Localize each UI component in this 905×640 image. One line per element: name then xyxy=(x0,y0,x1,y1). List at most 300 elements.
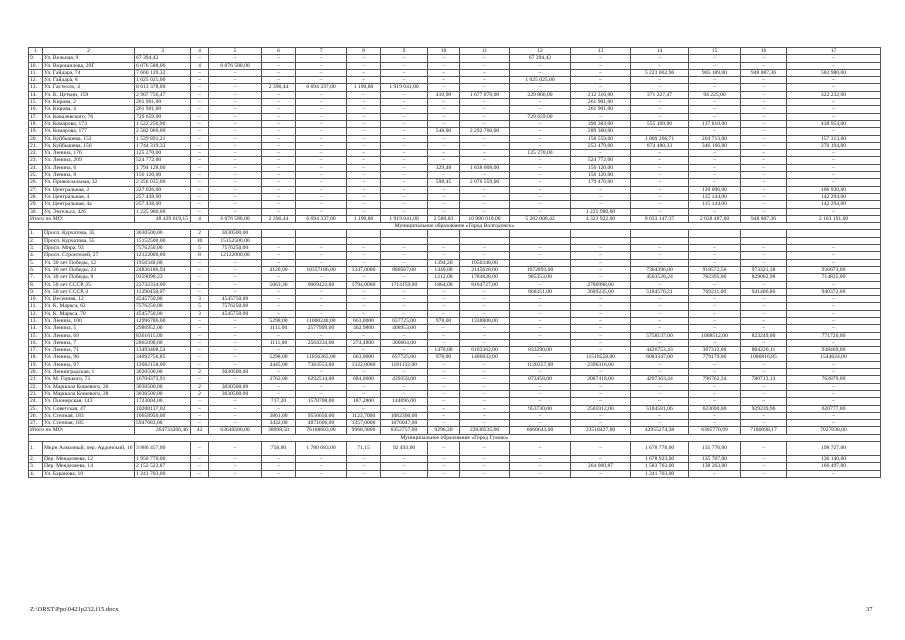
value-cell: 7576250,00 xyxy=(209,245,262,252)
value-cell: 782395,00 xyxy=(689,274,741,281)
row-number-cell: 29. xyxy=(29,201,43,208)
value-cell: 2865098,00 xyxy=(135,339,191,346)
value-cell: 198 727,00 xyxy=(787,442,881,456)
value-cell: – xyxy=(428,157,460,164)
address-cell: Ул. К. Цеткин, 159 xyxy=(43,91,135,98)
value-cell: 264 000,87 xyxy=(571,463,631,470)
value-cell: – xyxy=(347,390,381,397)
value-cell: – xyxy=(296,208,347,215)
value-cell: – xyxy=(571,442,631,456)
value-cell: – xyxy=(571,55,631,62)
value-cell: – xyxy=(460,288,510,295)
value-cell: – xyxy=(631,303,689,310)
value-cell: – xyxy=(296,113,347,120)
value-cell: 905 189,00 xyxy=(689,69,741,76)
value-cell: – xyxy=(209,398,262,405)
value-cell: – xyxy=(571,245,631,252)
value-cell: – xyxy=(460,208,510,215)
value-cell: – xyxy=(741,62,787,69)
value-cell: – xyxy=(510,420,571,427)
table-row xyxy=(29,193,881,200)
value-cell: – xyxy=(689,281,741,288)
value-cell: – xyxy=(296,77,347,84)
value-cell: – xyxy=(460,470,510,477)
value-cell: – xyxy=(428,405,460,412)
row-number-cell: 11. xyxy=(29,69,43,76)
total-value-cell: 2 163 191,00 xyxy=(787,215,881,222)
value-cell: – xyxy=(347,186,381,193)
value-cell: 663,0000 xyxy=(347,354,381,361)
value-cell: – xyxy=(209,150,262,157)
total-value-cell: 1 919 041,00 xyxy=(381,215,428,222)
value-cell: – xyxy=(571,201,631,208)
value-cell: 1072893,00 xyxy=(510,266,571,273)
value-cell: – xyxy=(191,91,209,98)
value-cell: – xyxy=(209,120,262,127)
value-cell: – xyxy=(191,77,209,84)
section-title: Муниципальное образование «Город Волгодонск» xyxy=(29,223,881,230)
column-number-cell: 14 xyxy=(631,48,689,55)
value-cell: – xyxy=(510,390,571,397)
value-cell: 5947683,00 xyxy=(135,420,191,427)
value-cell: 5 xyxy=(191,303,209,310)
header-row xyxy=(29,48,881,55)
table-row xyxy=(29,347,881,354)
value-cell: – xyxy=(209,259,262,266)
value-cell: 2786988,00 xyxy=(571,281,631,288)
value-cell: – xyxy=(381,77,428,84)
value-cell: – xyxy=(631,113,689,120)
value-cell xyxy=(460,237,510,244)
value-cell: – xyxy=(262,150,296,157)
value-cell: – xyxy=(262,120,296,127)
value-cell: – xyxy=(347,193,381,200)
value-cell: – xyxy=(460,77,510,84)
value-cell: 1950348,00 xyxy=(460,259,510,266)
value-cell: – xyxy=(428,442,460,456)
table-row xyxy=(29,99,881,106)
value-cell: – xyxy=(787,383,881,390)
value-cell: – xyxy=(689,113,741,120)
value-cell: 142 294,00 xyxy=(787,201,881,208)
value-cell: – xyxy=(209,281,262,288)
table-row xyxy=(29,325,881,332)
value-cell: – xyxy=(381,369,428,376)
value-cell: 941406,86 xyxy=(741,288,787,295)
value-cell xyxy=(787,230,881,237)
address-cell: Ул. Ленина, 8 xyxy=(43,172,135,179)
value-cell: – xyxy=(209,201,262,208)
total-value-cell: 4 323 922,00 xyxy=(571,215,631,222)
value-cell: – xyxy=(296,463,347,470)
total-value-cell: 1 190,80 xyxy=(347,215,381,222)
value-cell xyxy=(571,237,631,244)
value-cell: – xyxy=(209,113,262,120)
value-cell: – xyxy=(296,296,347,303)
value-cell: – xyxy=(381,332,428,339)
value-cell: 1794,0000 xyxy=(347,281,381,288)
value-cell: – xyxy=(571,390,631,397)
value-cell: 1 950 770,00 xyxy=(135,456,191,463)
row-number-cell: 25. xyxy=(29,405,43,412)
table-row xyxy=(29,274,881,281)
table-row xyxy=(29,157,881,164)
value-cell: – xyxy=(689,245,741,252)
address-cell: Ул. Степная, 185 xyxy=(43,420,135,427)
value-cell: – xyxy=(191,172,209,179)
value-cell: – xyxy=(460,245,510,252)
value-cell: 1322,0000 xyxy=(347,361,381,368)
value-cell: 1 241 703,00 xyxy=(135,470,191,477)
value-cell: – xyxy=(347,252,381,259)
value-cell: 1864,00 xyxy=(428,281,460,288)
value-cell: – xyxy=(262,463,296,470)
row-number-cell: 14. xyxy=(29,325,43,332)
value-cell: 8361615,00 xyxy=(135,332,191,339)
value-cell xyxy=(347,237,381,244)
value-cell: – xyxy=(262,91,296,98)
value-cell: 9359098,23 xyxy=(135,274,191,281)
value-cell: 34092756,85 xyxy=(135,354,191,361)
value-cell: – xyxy=(347,332,381,339)
row-number-cell: 22. xyxy=(29,383,43,390)
value-cell: 2 xyxy=(191,369,209,376)
value-cell: 684,0000 xyxy=(347,376,381,383)
address-cell: Ул. Весенняя, 12 xyxy=(43,296,135,303)
value-cell: – xyxy=(741,142,787,149)
value-cell: 2396316,00 xyxy=(571,361,631,368)
value-cell: – xyxy=(191,470,209,477)
value-cell: 227 026,00 xyxy=(135,186,191,193)
value-cell: – xyxy=(262,332,296,339)
value-cell: – xyxy=(741,150,787,157)
value-cell: – xyxy=(347,296,381,303)
value-cell: – xyxy=(381,186,428,193)
value-cell: – xyxy=(510,128,571,135)
row-number-cell: 25. xyxy=(29,172,43,179)
value-cell: 4545750,00 xyxy=(209,296,262,303)
column-number-cell: 11 xyxy=(460,48,510,55)
value-cell: – xyxy=(571,266,631,273)
value-cell: 24836186,94 xyxy=(135,266,191,273)
address-cell: Ул. Куйбышева, 156 xyxy=(43,142,135,149)
address-cell: Ул. Ленина, 97 xyxy=(43,361,135,368)
value-cell: 729 659,00 xyxy=(510,113,571,120)
value-cell: – xyxy=(510,193,571,200)
value-cell: – xyxy=(381,456,428,463)
value-cell: – xyxy=(381,201,428,208)
value-cell: 2 396,44 xyxy=(262,84,296,91)
value-cell: – xyxy=(262,390,296,397)
table-row xyxy=(29,245,881,252)
address-cell: Ул. Ленина, 5 xyxy=(43,325,135,332)
value-cell: – xyxy=(381,405,428,412)
value-cell: – xyxy=(381,69,428,76)
value-cell: 1 744 319,33 xyxy=(135,142,191,149)
value-cell: – xyxy=(209,106,262,113)
column-number-cell: 5 xyxy=(209,48,262,55)
value-cell: 758,80 xyxy=(262,442,296,456)
value-cell: 1181132,00 xyxy=(381,361,428,368)
value-cell: 657725,00 xyxy=(381,354,428,361)
value-cell: 2689235,00 xyxy=(571,288,631,295)
value-cell: – xyxy=(510,296,571,303)
value-cell: – xyxy=(296,179,347,186)
value-cell: – xyxy=(689,470,741,477)
value-cell: – xyxy=(428,303,460,310)
value-cell: – xyxy=(209,128,262,135)
value-cell: – xyxy=(262,405,296,412)
value-cell: 524 772,00 xyxy=(135,157,191,164)
value-cell: – xyxy=(631,208,689,215)
address-cell: Ул. Ленина, 96 xyxy=(43,354,135,361)
value-cell: 623690,00 xyxy=(689,405,741,412)
table-row xyxy=(29,179,881,186)
value-cell: – xyxy=(510,281,571,288)
value-cell: – xyxy=(631,172,689,179)
value-cell: – xyxy=(571,325,631,332)
value-cell: – xyxy=(460,201,510,208)
value-cell: 1470,00 xyxy=(428,347,460,354)
value-cell: – xyxy=(347,463,381,470)
row-number-cell: 4. xyxy=(29,252,43,259)
value-cell: 289 360,00 xyxy=(571,128,631,135)
value-cell: 5184576,21 xyxy=(631,288,689,295)
value-cell: – xyxy=(381,172,428,179)
value-cell: – xyxy=(460,150,510,157)
value-cell: – xyxy=(741,325,787,332)
row-number-cell: 24. xyxy=(29,398,43,405)
table-row xyxy=(29,259,881,266)
value-cell: – xyxy=(741,106,787,113)
row-number-cell: 6. xyxy=(29,266,43,273)
value-cell: – xyxy=(787,179,881,186)
value-cell: 1338808,00 xyxy=(460,317,510,324)
value-cell: – xyxy=(631,325,689,332)
value-cell xyxy=(510,230,571,237)
value-cell: 156 120,00 xyxy=(135,172,191,179)
value-cell: – xyxy=(209,412,262,419)
value-cell: 2 xyxy=(191,390,209,397)
value-cell: – xyxy=(571,347,631,354)
value-cell: 4120,00 xyxy=(262,266,296,273)
value-cell: – xyxy=(262,179,296,186)
row-number-cell: 19. xyxy=(29,128,43,135)
value-cell xyxy=(296,237,347,244)
value-cell: – xyxy=(347,288,381,295)
value-cell: – xyxy=(209,135,262,142)
value-cell: – xyxy=(571,369,631,376)
value-cell: – xyxy=(571,62,631,69)
address-cell: Ул. Вольная, 9 xyxy=(43,55,135,62)
value-cell: – xyxy=(741,193,787,200)
value-cell: – xyxy=(262,135,296,142)
value-cell: 2 907 756,47 xyxy=(135,91,191,98)
value-cell: – xyxy=(209,420,262,427)
value-cell: 663,0000 xyxy=(347,317,381,324)
value-cell: – xyxy=(631,106,689,113)
total-value-cell: 8352757,00 xyxy=(381,427,428,434)
value-cell: 12122000,00 xyxy=(209,252,262,259)
value-cell: – xyxy=(510,325,571,332)
value-cell: 1 190,80 xyxy=(347,84,381,91)
value-cell: 524 772,00 xyxy=(571,157,631,164)
value-cell: – xyxy=(631,201,689,208)
value-cell: – xyxy=(191,339,209,346)
value-cell: – xyxy=(689,339,741,346)
value-cell: 582 980,00 xyxy=(787,69,881,76)
row-number-cell: 4. xyxy=(29,470,43,477)
value-cell: 2564334,00 xyxy=(296,339,347,346)
total-value-cell: 6 076 588,00 xyxy=(209,215,262,222)
value-cell xyxy=(631,230,689,237)
value-cell: 2 292 700,00 xyxy=(460,128,510,135)
value-cell: 261 901,00 xyxy=(135,106,191,113)
value-cell xyxy=(631,237,689,244)
address-cell: Ул. Кирова, 2 xyxy=(43,99,135,106)
value-cell: – xyxy=(347,369,381,376)
total-value-cell: 23518427,00 xyxy=(571,427,631,434)
value-cell: 1 678 923,00 xyxy=(631,456,689,463)
table-row xyxy=(29,237,881,244)
value-cell: – xyxy=(510,179,571,186)
value-cell: 302,9800 xyxy=(347,325,381,332)
value-cell: – xyxy=(191,266,209,273)
row-number-cell: 13. xyxy=(29,317,43,324)
value-cell: – xyxy=(571,193,631,200)
column-number-cell: 6 xyxy=(262,48,296,55)
value-cell: – xyxy=(510,310,571,317)
table-row xyxy=(29,463,881,470)
table-row xyxy=(29,55,881,62)
value-cell: – xyxy=(460,420,510,427)
value-cell: 829062,98 xyxy=(741,274,787,281)
value-cell: – xyxy=(262,186,296,193)
value-cell: – xyxy=(191,135,209,142)
value-cell: – xyxy=(428,84,460,91)
value-cell: – xyxy=(209,463,262,470)
value-cell: 823249,00 xyxy=(741,332,787,339)
value-cell: 6103362,00 xyxy=(460,347,510,354)
address-cell: Ул. Ковалевского, 76 xyxy=(43,113,135,120)
value-cell: – xyxy=(381,150,428,157)
value-cell: – xyxy=(209,266,262,273)
value-cell: – xyxy=(347,208,381,215)
value-cell: 144096,00 xyxy=(381,398,428,405)
value-cell: – xyxy=(347,274,381,281)
value-cell: 322 232,00 xyxy=(787,91,881,98)
value-cell: 880567,00 xyxy=(381,266,428,273)
value-cell xyxy=(510,237,571,244)
value-cell: – xyxy=(191,113,209,120)
value-cell: – xyxy=(571,383,631,390)
value-cell: 261 901,00 xyxy=(571,106,631,113)
value-cell: – xyxy=(428,69,460,76)
table-row xyxy=(29,230,881,237)
value-cell: – xyxy=(191,69,209,76)
value-cell: – xyxy=(571,77,631,84)
value-cell: – xyxy=(381,288,428,295)
value-cell: – xyxy=(209,317,262,324)
value-cell: – xyxy=(460,157,510,164)
value-cell: 833290,00 xyxy=(510,347,571,354)
value-cell: – xyxy=(428,252,460,259)
value-cell: – xyxy=(428,463,460,470)
value-cell: – xyxy=(787,412,881,419)
value-cell: – xyxy=(741,390,787,397)
value-cell: 261 901,00 xyxy=(571,99,631,106)
value-cell: – xyxy=(428,383,460,390)
value-cell: – xyxy=(460,186,510,193)
value-cell: 408953,00 xyxy=(381,325,428,332)
value-cell: – xyxy=(460,376,510,383)
value-cell: – xyxy=(631,245,689,252)
address-cell: Ул. К. Маркса, 62 xyxy=(43,303,135,310)
address-cell: Ул. Ленина, 176 xyxy=(43,150,135,157)
row-number-cell: 28. xyxy=(29,193,43,200)
value-cell: – xyxy=(347,106,381,113)
value-cell: – xyxy=(689,420,741,427)
column-number-cell: 2 xyxy=(43,48,135,55)
value-cell: – xyxy=(631,281,689,288)
value-cell: 10 xyxy=(191,237,209,244)
value-cell: – xyxy=(428,186,460,193)
value-cell: 978,00 xyxy=(428,354,460,361)
value-cell: 274,4800 xyxy=(347,339,381,346)
value-cell: – xyxy=(209,361,262,368)
value-cell: – xyxy=(741,369,787,376)
value-cell: – xyxy=(631,259,689,266)
value-cell: – xyxy=(347,179,381,186)
value-cell: – xyxy=(510,142,571,149)
value-cell: 2 582 060,00 xyxy=(135,128,191,135)
value-cell: – xyxy=(262,172,296,179)
value-cell: – xyxy=(460,405,510,412)
row-number-cell: 18. xyxy=(29,120,43,127)
value-cell: 6 076 588,00 xyxy=(209,62,262,69)
value-cell: 780713,13 xyxy=(741,376,787,383)
value-cell: 938469,00 xyxy=(787,347,881,354)
value-cell: – xyxy=(631,420,689,427)
row-number-cell: 16. xyxy=(29,106,43,113)
table-row xyxy=(29,339,881,346)
value-cell: 1784828,00 xyxy=(460,274,510,281)
value-cell: 137 810,00 xyxy=(689,120,741,127)
value-cell: – xyxy=(741,317,787,324)
value-cell: – xyxy=(191,99,209,106)
value-cell: – xyxy=(741,91,787,98)
value-cell: – xyxy=(787,317,881,324)
table-row xyxy=(29,412,881,419)
address-cell: Ул. Гастелло, 4 xyxy=(43,84,135,91)
value-cell: – xyxy=(510,172,571,179)
value-cell: – xyxy=(262,347,296,354)
value-cell: – xyxy=(631,128,689,135)
total-value-cell: 6 694 337,00 xyxy=(296,215,347,222)
value-cell: – xyxy=(510,135,571,142)
value-cell: – xyxy=(571,310,631,317)
value-cell: – xyxy=(262,62,296,69)
value-cell: – xyxy=(741,84,787,91)
value-cell: – xyxy=(571,470,631,477)
value-cell: – xyxy=(460,310,510,317)
value-cell: – xyxy=(631,412,689,419)
total-value-cell: 48 439 619,15 xyxy=(135,215,191,222)
row-number-cell: 2. xyxy=(29,456,43,463)
value-cell: – xyxy=(510,84,571,91)
value-cell: – xyxy=(741,99,787,106)
value-cell: 4426753,43 xyxy=(631,347,689,354)
